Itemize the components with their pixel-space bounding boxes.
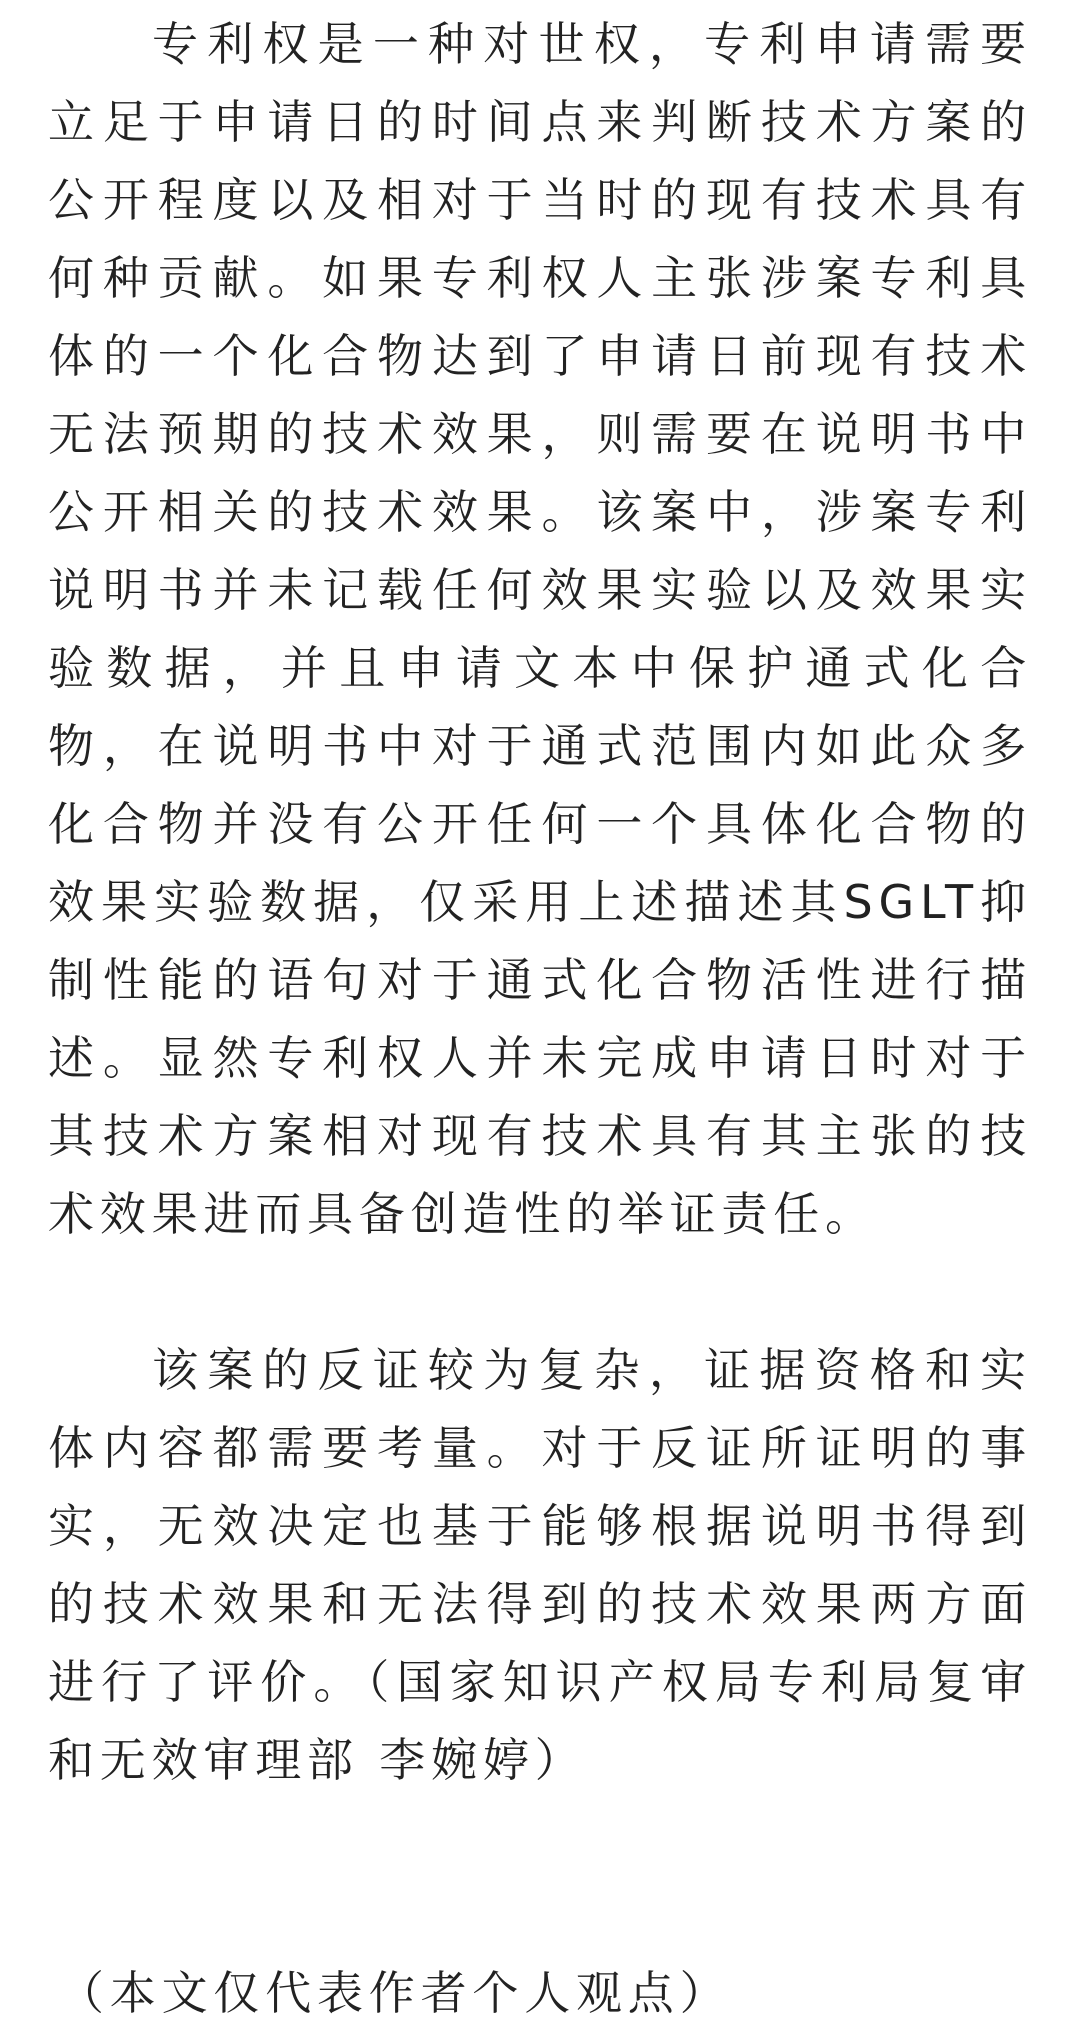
article-paragraph-1: 专利权是一种对世权，专利申请需要立足于申请日的时间点来判断技术方案的公开程度以及相对于当时的现有技术具有何种贡献。如果专利权人主张涉案专利具体的一个化合物达到了申请日前现有技术无法预期的技术效果，则需要在说明书中公开相关的技术效果。该案中，涉案专利说明书并未记载任何效果实验以及效果实验数据，并且申请文本中保护通式化合物，在说明书中对于通式范围内如此众多化合物并没有公开任何一个具体化合物的效果实验数据，仅采用上述描述其SGLT抑制性能的语句对于通式化合物活性进行描述。显然专利权人并未完成申请日时对于其技术方案相对现有技术具有其主张的技术效果进而具备创造性的举证责任。 <box>48 17 1032 1241</box>
disclaimer-note: （本文仅代表作者个人观点） <box>58 1966 732 2020</box>
article-paragraph-2: 该案的反证较为复杂，证据资格和实体内容都需要考量。对于反证所证明的事实，无效决定也基于能够根据说明书得到的技术效果和无法得到的技术效果两方面进行了评价。（国家知识产权局专利局复审和无效审理部 李婉婷） <box>48 1343 1032 1787</box>
article-body <box>48 0 1032 1799</box>
